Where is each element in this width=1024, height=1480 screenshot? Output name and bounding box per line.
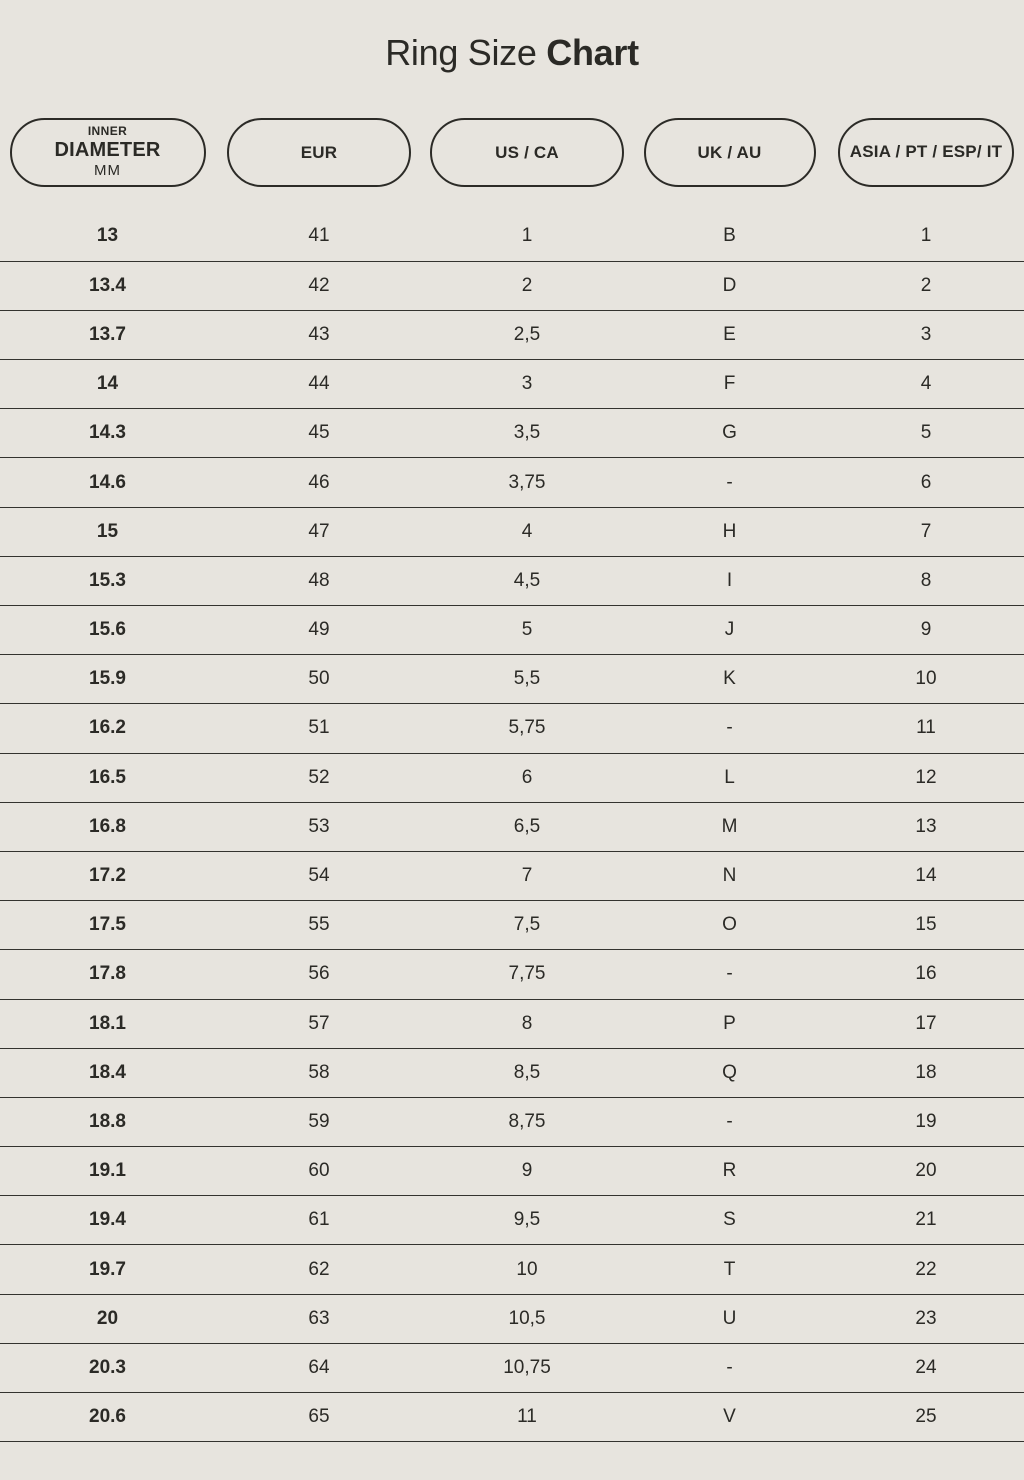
table-cell: 8,5 — [423, 1048, 631, 1097]
table-cell: 48 — [215, 556, 423, 605]
table-row — [0, 261, 1024, 310]
table-cell: H — [631, 507, 828, 556]
table-cell: 46 — [215, 458, 423, 507]
table-cell: 19 — [828, 1097, 1024, 1146]
table-cell: D — [631, 261, 828, 310]
table-header — [0, 118, 1024, 187]
table-row — [0, 310, 1024, 359]
table-row — [0, 999, 1024, 1048]
table-row — [0, 409, 1024, 458]
table-cell: 11 — [423, 1393, 631, 1442]
table-row — [0, 507, 1024, 556]
table-cell: 15.6 — [0, 606, 215, 655]
table-cell: T — [631, 1245, 828, 1294]
table-cell: 18.8 — [0, 1097, 215, 1146]
table-cell: 18.1 — [0, 999, 215, 1048]
table-cell: 2 — [423, 261, 631, 310]
table-cell: 14.6 — [0, 458, 215, 507]
table-cell: 5,5 — [423, 655, 631, 704]
column-label-asia-pt-esp-it: ASIA / PT / ESP/ IT — [849, 142, 1003, 162]
table-cell: 57 — [215, 999, 423, 1048]
table-row — [0, 1097, 1024, 1146]
table-cell: 61 — [215, 1196, 423, 1245]
table-row — [0, 1147, 1024, 1196]
table-cell: 7,5 — [423, 901, 631, 950]
table-cell: 19.7 — [0, 1245, 215, 1294]
table-cell: 2,5 — [423, 310, 631, 359]
table-row — [0, 458, 1024, 507]
table-cell: 16.2 — [0, 704, 215, 753]
table-cell: O — [631, 901, 828, 950]
table-cell: P — [631, 999, 828, 1048]
table-cell: 8 — [828, 556, 1024, 605]
table-cell: 8 — [423, 999, 631, 1048]
table-cell: - — [631, 1097, 828, 1146]
table-cell: 17.2 — [0, 851, 215, 900]
table-cell: 6 — [828, 458, 1024, 507]
page-title-regular: Ring Size — [385, 32, 547, 73]
table-cell: 20 — [0, 1294, 215, 1343]
table-cell: 60 — [215, 1147, 423, 1196]
table-row — [0, 1393, 1024, 1442]
table-cell: U — [631, 1294, 828, 1343]
table-cell: 53 — [215, 802, 423, 851]
table-row — [0, 1196, 1024, 1245]
table-cell: 10,75 — [423, 1343, 631, 1392]
table-cell: 62 — [215, 1245, 423, 1294]
column-pill-eur — [227, 118, 411, 187]
table-cell: 8,75 — [423, 1097, 631, 1146]
table-cell: S — [631, 1196, 828, 1245]
table-cell: 43 — [215, 310, 423, 359]
table-cell: 19.4 — [0, 1196, 215, 1245]
column-label-uk-au: UK / AU — [697, 142, 762, 162]
table-cell: 7 — [423, 851, 631, 900]
table-cell: 1 — [828, 212, 1024, 261]
table-cell: L — [631, 753, 828, 802]
table-cell: 13.7 — [0, 310, 215, 359]
column-pill-uk-au — [644, 118, 816, 187]
table-cell: 50 — [215, 655, 423, 704]
table-cell: 18.4 — [0, 1048, 215, 1097]
table-cell: 12 — [828, 753, 1024, 802]
table-row — [0, 360, 1024, 409]
table-cell: 47 — [215, 507, 423, 556]
table-cell: 10,5 — [423, 1294, 631, 1343]
table-cell: K — [631, 655, 828, 704]
table-cell: 19.1 — [0, 1147, 215, 1196]
table-cell: 4,5 — [423, 556, 631, 605]
table-cell: 5 — [423, 606, 631, 655]
header-cell-us-ca — [423, 118, 631, 187]
table-cell: V — [631, 1393, 828, 1442]
table-cell: M — [631, 802, 828, 851]
table-cell: 17 — [828, 999, 1024, 1048]
table-row — [0, 753, 1024, 802]
table-cell: Q — [631, 1048, 828, 1097]
table-row — [0, 655, 1024, 704]
table-cell: 4 — [828, 360, 1024, 409]
table-cell: 6 — [423, 753, 631, 802]
table-cell: 4 — [423, 507, 631, 556]
column-pill-inner-diameter — [10, 118, 206, 187]
table-cell: 64 — [215, 1343, 423, 1392]
table-cell: - — [631, 1343, 828, 1392]
table-cell: R — [631, 1147, 828, 1196]
table-row — [0, 704, 1024, 753]
column-label-inner: INNER — [87, 124, 128, 139]
table-row — [0, 556, 1024, 605]
table-cell: 3 — [423, 360, 631, 409]
column-pill-us-ca — [430, 118, 624, 187]
table-cell: 9 — [828, 606, 1024, 655]
table-row — [0, 1245, 1024, 1294]
table-cell: 18 — [828, 1048, 1024, 1097]
table-cell: I — [631, 556, 828, 605]
table-cell: 14.3 — [0, 409, 215, 458]
table-row — [0, 1343, 1024, 1392]
ring-size-table-body — [0, 212, 1024, 1442]
table-row — [0, 212, 1024, 261]
table-cell: 25 — [828, 1393, 1024, 1442]
table-cell: 55 — [215, 901, 423, 950]
table-cell: - — [631, 704, 828, 753]
table-cell: 15 — [828, 901, 1024, 950]
table-cell: 58 — [215, 1048, 423, 1097]
table-cell: 59 — [215, 1097, 423, 1146]
table-cell: 7,75 — [423, 950, 631, 999]
column-label-eur: EUR — [300, 142, 338, 162]
table-cell: N — [631, 851, 828, 900]
ring-size-table — [0, 212, 1024, 1442]
table-cell: J — [631, 606, 828, 655]
column-pill-asia-pt-esp-it — [838, 118, 1014, 187]
table-cell: 10 — [423, 1245, 631, 1294]
table-cell: 41 — [215, 212, 423, 261]
table-cell: 24 — [828, 1343, 1024, 1392]
table-cell: 3,5 — [423, 409, 631, 458]
header-cell-uk-au — [631, 118, 828, 187]
table-cell: 21 — [828, 1196, 1024, 1245]
table-cell: 65 — [215, 1393, 423, 1442]
table-row — [0, 1048, 1024, 1097]
table-cell: 52 — [215, 753, 423, 802]
table-cell: 49 — [215, 606, 423, 655]
table-cell: 23 — [828, 1294, 1024, 1343]
table-cell: 20.6 — [0, 1393, 215, 1442]
page-title — [0, 32, 1024, 74]
table-cell: 13 — [828, 802, 1024, 851]
table-row — [0, 1294, 1024, 1343]
column-label-diameter: DIAMETER — [54, 139, 161, 162]
table-cell: 15.9 — [0, 655, 215, 704]
table-cell: B — [631, 212, 828, 261]
table-cell: F — [631, 360, 828, 409]
table-cell: 44 — [215, 360, 423, 409]
table-cell: 17.8 — [0, 950, 215, 999]
table-cell: 56 — [215, 950, 423, 999]
table-cell: 1 — [423, 212, 631, 261]
table-cell: 54 — [215, 851, 423, 900]
page-title-bold: Chart — [546, 32, 639, 73]
table-cell: 13 — [0, 212, 215, 261]
table-cell: 42 — [215, 261, 423, 310]
table-cell: 2 — [828, 261, 1024, 310]
table-cell: 5,75 — [423, 704, 631, 753]
table-cell: 20 — [828, 1147, 1024, 1196]
table-cell: 14 — [0, 360, 215, 409]
table-cell: 51 — [215, 704, 423, 753]
table-cell: 15 — [0, 507, 215, 556]
column-label-us-ca: US / CA — [495, 142, 559, 162]
table-cell: - — [631, 458, 828, 507]
table-cell: 22 — [828, 1245, 1024, 1294]
header-cell-diameter — [0, 118, 215, 187]
table-cell: 16 — [828, 950, 1024, 999]
table-cell: 5 — [828, 409, 1024, 458]
table-cell: 10 — [828, 655, 1024, 704]
table-cell: 16.8 — [0, 802, 215, 851]
table-cell: G — [631, 409, 828, 458]
table-cell: - — [631, 950, 828, 999]
table-cell: 9 — [423, 1147, 631, 1196]
table-row — [0, 606, 1024, 655]
table-cell: 45 — [215, 409, 423, 458]
table-cell: 15.3 — [0, 556, 215, 605]
table-cell: 16.5 — [0, 753, 215, 802]
table-cell: 11 — [828, 704, 1024, 753]
table-cell: 9,5 — [423, 1196, 631, 1245]
table-cell: E — [631, 310, 828, 359]
table-cell: 13.4 — [0, 261, 215, 310]
table-row — [0, 950, 1024, 999]
table-cell: 7 — [828, 507, 1024, 556]
table-cell: 3 — [828, 310, 1024, 359]
table-cell: 63 — [215, 1294, 423, 1343]
table-row — [0, 901, 1024, 950]
table-cell: 20.3 — [0, 1343, 215, 1392]
table-cell: 6,5 — [423, 802, 631, 851]
table-cell: 17.5 — [0, 901, 215, 950]
table-cell: 14 — [828, 851, 1024, 900]
table-cell: 3,75 — [423, 458, 631, 507]
table-row — [0, 802, 1024, 851]
header-cell-asia — [828, 118, 1024, 187]
header-cell-eur — [215, 118, 423, 187]
column-label-mm: MM — [94, 162, 121, 180]
table-row — [0, 851, 1024, 900]
